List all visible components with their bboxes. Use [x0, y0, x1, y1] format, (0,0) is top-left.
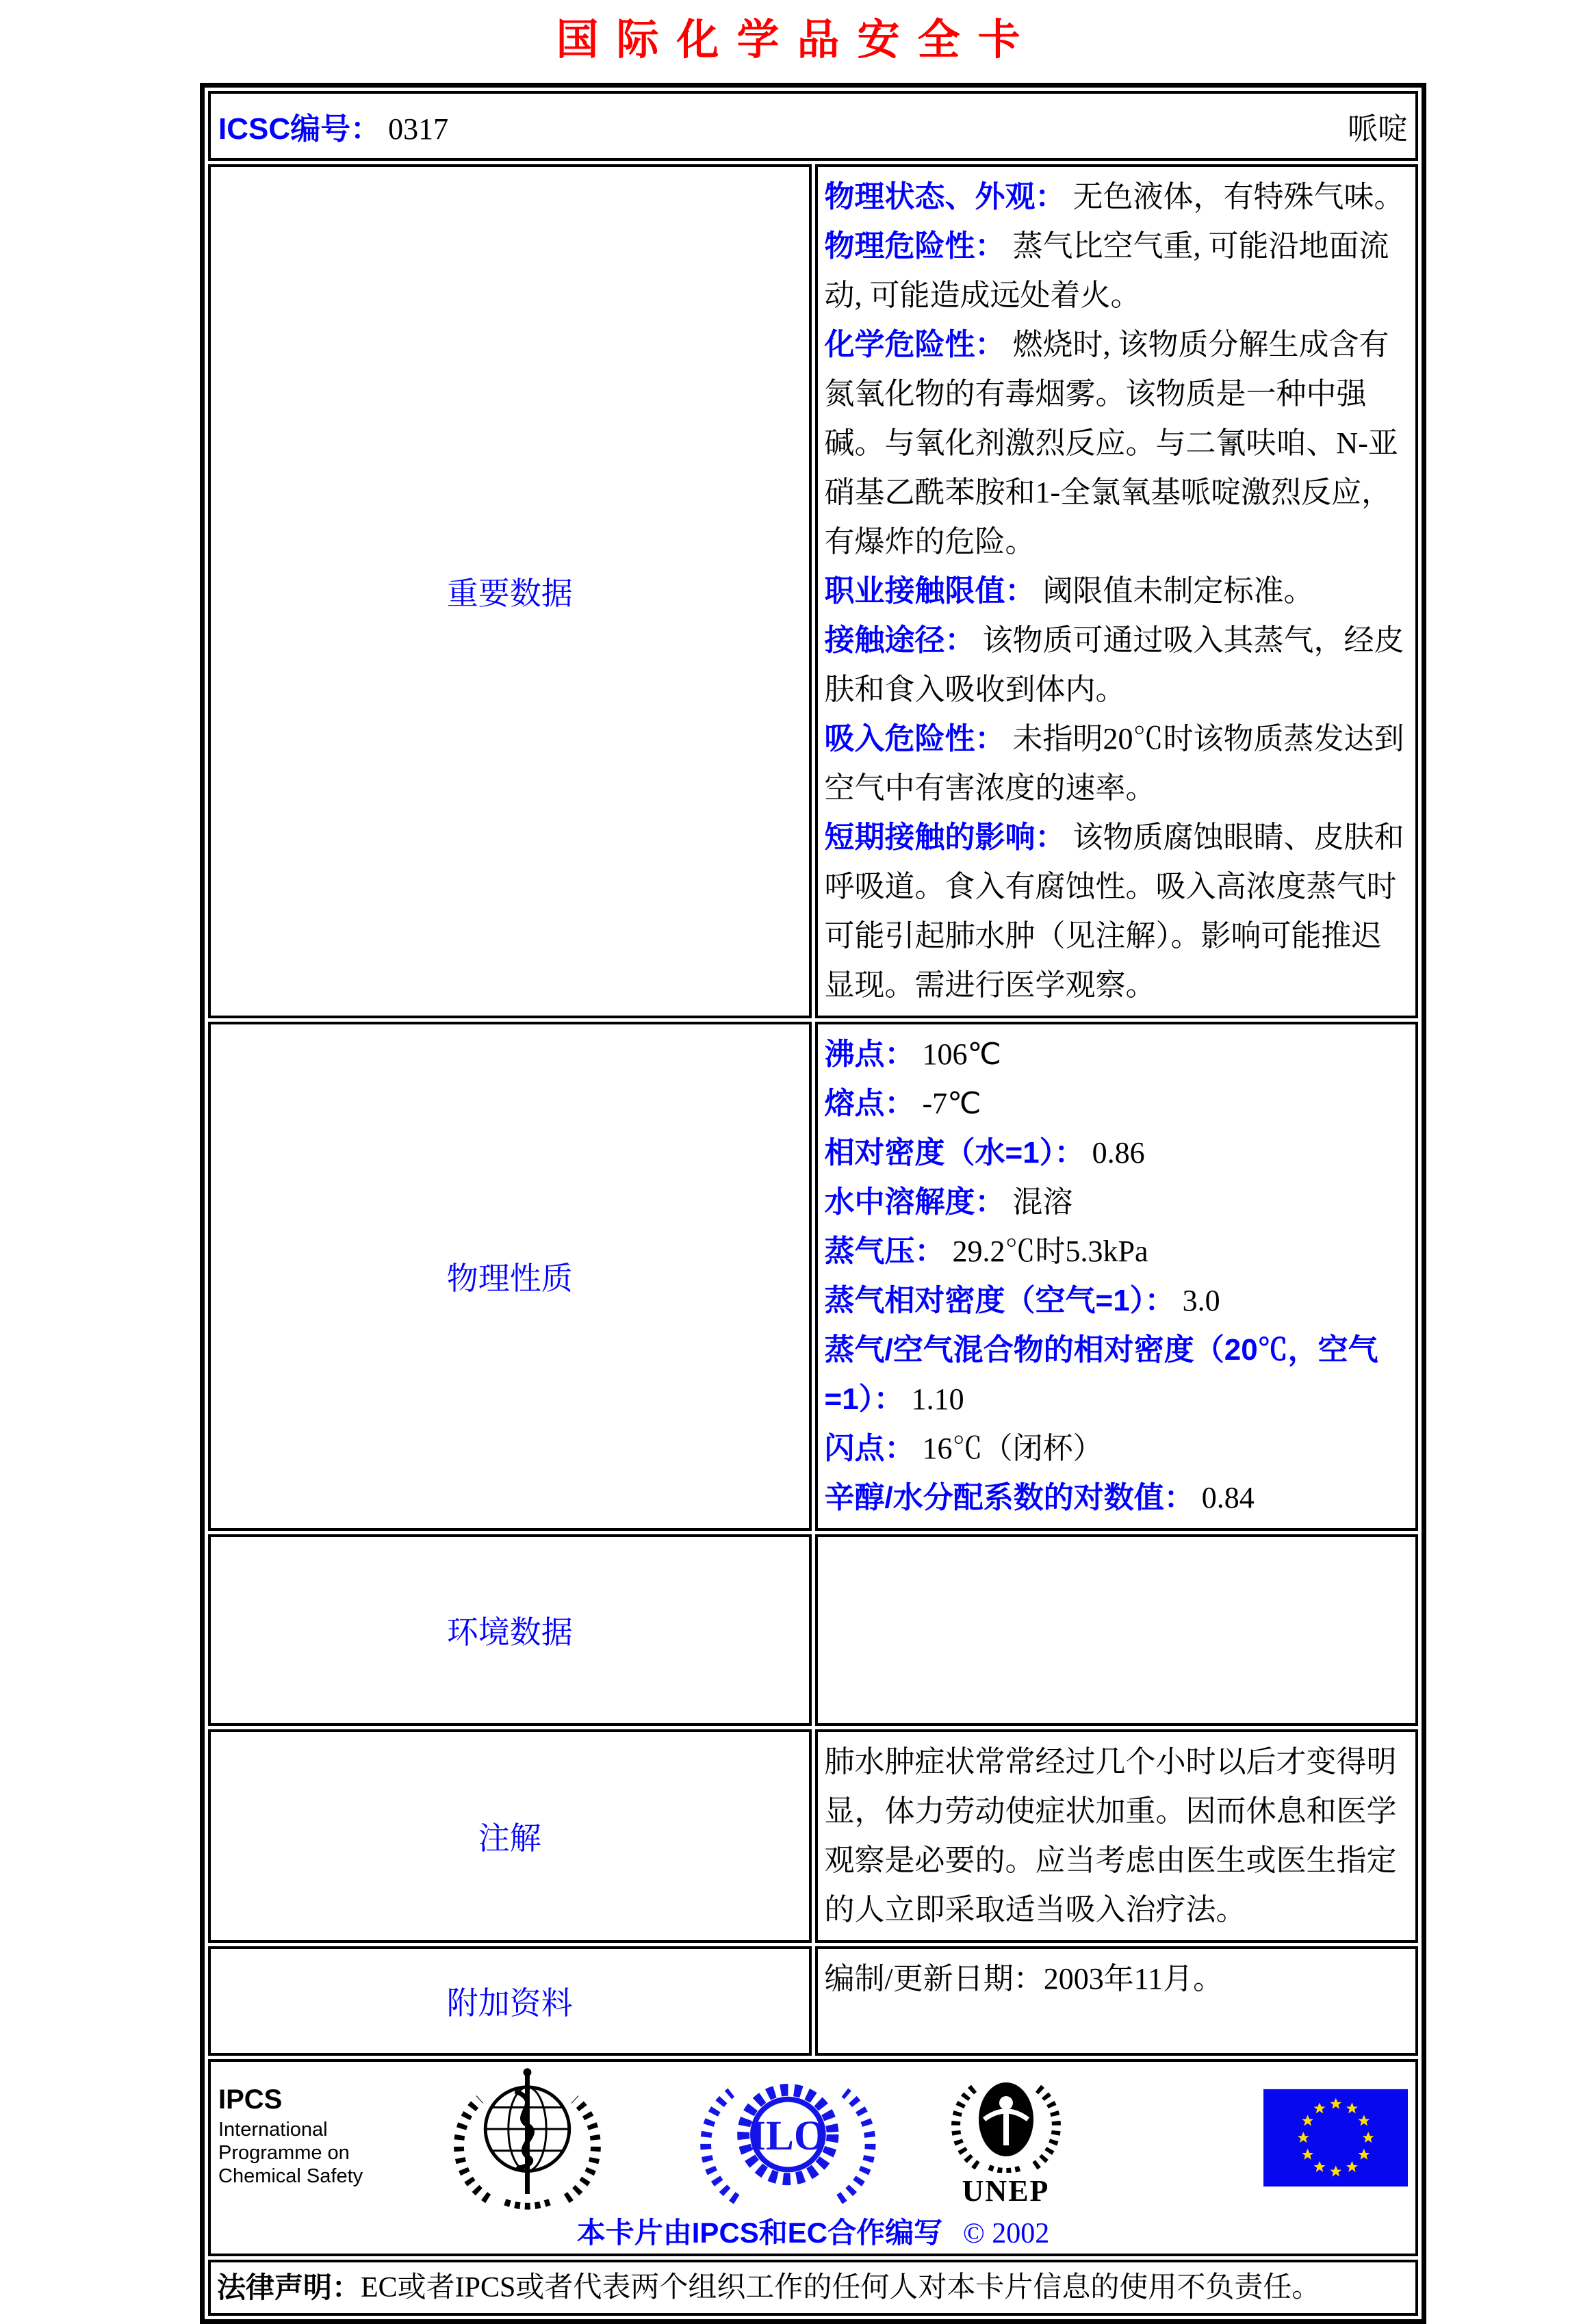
- physical-property-item: [825, 1276, 1405, 1326]
- caption-text: 本卡片由IPCS和EC合作编写: [576, 2217, 943, 2249]
- important-data-content: [815, 164, 1419, 1018]
- property-value: 1.10: [911, 1382, 964, 1416]
- organization-logos: [211, 2063, 1415, 2210]
- item-text: 阈限值未制定标准。: [1042, 574, 1314, 608]
- header-row: [208, 91, 1418, 161]
- section-label-environmental-data: 环境数据: [208, 1534, 812, 1726]
- property-label: 蒸气/空气混合物的相对密度（20℃，空气=1）：: [824, 1333, 1378, 1416]
- item-label: 短期接触的影响：: [824, 821, 1066, 854]
- important-data-item: [825, 172, 1405, 222]
- additional-info-content: [815, 1946, 1419, 2056]
- ipcs-name-line: Programme on: [218, 2142, 350, 2164]
- unep-logo-block: [951, 2070, 1061, 2206]
- ipcs-block: [218, 2084, 396, 2188]
- property-value: 混溶: [1012, 1185, 1073, 1219]
- property-label: 相对密度（水=1）：: [824, 1136, 1085, 1170]
- notes-content: [815, 1729, 1419, 1943]
- important-data-item: [825, 222, 1405, 320]
- property-label: 蒸气相对密度（空气=1）：: [824, 1284, 1175, 1317]
- physical-property-item: [825, 1424, 1405, 1473]
- important-data-row: [208, 164, 1418, 1018]
- who-logo-icon: [441, 2066, 614, 2210]
- environmental-data-row: [208, 1534, 1418, 1726]
- icsc-card-table: [200, 83, 1426, 2324]
- physical-property-item: [825, 1227, 1405, 1276]
- card-header: [211, 94, 1415, 157]
- physical-property-item: [825, 1178, 1405, 1227]
- important-data-item: [825, 714, 1405, 813]
- ilo-letters: ILO: [749, 2112, 827, 2159]
- physical-property-item: [825, 1030, 1405, 1079]
- ipcs-name-line: International: [218, 2119, 328, 2141]
- additional-info-row: [208, 1946, 1418, 2056]
- important-data-item: [825, 320, 1405, 567]
- footer-caption: [211, 2210, 1415, 2253]
- legal-notice-row: [208, 2260, 1418, 2316]
- physical-properties-content: [815, 1022, 1419, 1531]
- important-data-item: [825, 616, 1405, 714]
- ipcs-abbr: IPCS: [218, 2084, 283, 2115]
- property-value: 16℃（闭杯）: [922, 1432, 1103, 1465]
- property-label: 闪点：: [824, 1432, 915, 1465]
- section-label-notes: 注解: [208, 1729, 812, 1943]
- property-value: 106℃: [922, 1037, 1001, 1071]
- important-data-item: [825, 567, 1405, 616]
- property-value: 29.2℃时5.3kPa: [952, 1235, 1148, 1268]
- notes-row: [208, 1729, 1418, 1943]
- legal-notice-text: EC或者IPCS或者代表两个组织工作的任何人对本卡片信息的使用不负责任。: [361, 2272, 1321, 2303]
- property-value: 0.84: [1201, 1481, 1255, 1514]
- ipcs-name-line: Chemical Safety: [218, 2165, 363, 2187]
- page-title: 国际化学品安全卡: [556, 16, 1038, 64]
- item-label: 物理危险性：: [824, 229, 1005, 263]
- item-label: 吸入危险性：: [824, 722, 1005, 756]
- property-label: 水中溶解度：: [824, 1185, 1005, 1219]
- important-data-item: [825, 813, 1405, 1010]
- section-label-physical-properties: 物理性质: [208, 1022, 812, 1531]
- item-text: 该物质可通过吸入其蒸气，经皮肤和食入吸收到体内。: [824, 623, 1404, 706]
- property-value: -7℃: [922, 1087, 981, 1120]
- chemical-name: 哌啶: [1348, 112, 1408, 146]
- physical-property-item: [825, 1326, 1405, 1424]
- item-label: 物理状态、外观：: [824, 180, 1066, 214]
- physical-property-item: [825, 1128, 1405, 1178]
- icsc-number-value: 0317: [388, 112, 449, 146]
- notes-text: 肺水肿症状常常经过几个小时以后才变得明显，体力劳动使症状加重。因而休息和医学观察是必要的。应当考虑由医生或医生指定的人立即采取适当吸入治疗法。: [824, 1745, 1397, 1926]
- item-text: 该物质腐蚀眼睛、皮肤和呼吸道。食入有腐蚀性。吸入高浓度蒸气时可能引起肺水肿（见注解）。影响可能推迟显现。需进行医学观察。: [824, 821, 1404, 1002]
- physical-property-item: [825, 1079, 1405, 1128]
- environmental-data-content: [815, 1534, 1419, 1726]
- property-label: 辛醇/水分配系数的对数值：: [824, 1481, 1194, 1514]
- legal-notice-label: 法律声明：: [217, 2271, 361, 2303]
- property-label: 蒸气压：: [824, 1235, 945, 1268]
- unep-label: UNEP: [962, 2173, 1050, 2208]
- item-label: 职业接触限值：: [824, 574, 1036, 608]
- eu-flag-icon: [1263, 2089, 1408, 2187]
- section-label-important-data: 重要数据: [208, 164, 812, 1018]
- item-text: 蒸气比空气重, 可能沿地面流动, 可能造成远处着火。: [824, 229, 1389, 312]
- unep-logo-icon: [951, 2070, 1061, 2173]
- item-label: 接触途径：: [824, 623, 975, 657]
- additional-info-text: 编制/更新日期：2003年11月。: [824, 1962, 1224, 1996]
- item-label: 化学危险性：: [824, 328, 1005, 361]
- property-label: 熔点：: [824, 1087, 915, 1120]
- logos-row: [208, 2059, 1418, 2256]
- item-text: 未指明20℃时该物质蒸发达到空气中有害浓度的速率。: [824, 722, 1404, 805]
- item-text: 燃烧时, 该物质分解生成含有氮氧化物的有毒烟雾。该物质是一种中强碱。与氧化剂激烈反应。与二氰呋咱、N-亚硝基乙酰苯胺和1-全氯氧基哌啶激烈反应，有爆炸的危险。: [824, 328, 1398, 558]
- item-text: 无色液体，有特殊气味。: [1072, 180, 1404, 214]
- property-label: 沸点：: [824, 1037, 915, 1071]
- physical-property-item: [825, 1473, 1405, 1523]
- property-value: 3.0: [1182, 1284, 1220, 1317]
- section-label-additional-info: 附加资料: [208, 1946, 812, 2056]
- property-value: 0.86: [1092, 1136, 1145, 1170]
- copyright-year: © 2002: [962, 2218, 1050, 2249]
- ilo-logo-icon: [695, 2066, 882, 2210]
- physical-properties-row: [208, 1022, 1418, 1531]
- icsc-number-label: ICSC编号：: [218, 112, 381, 146]
- legal-notice: [211, 2263, 1415, 2312]
